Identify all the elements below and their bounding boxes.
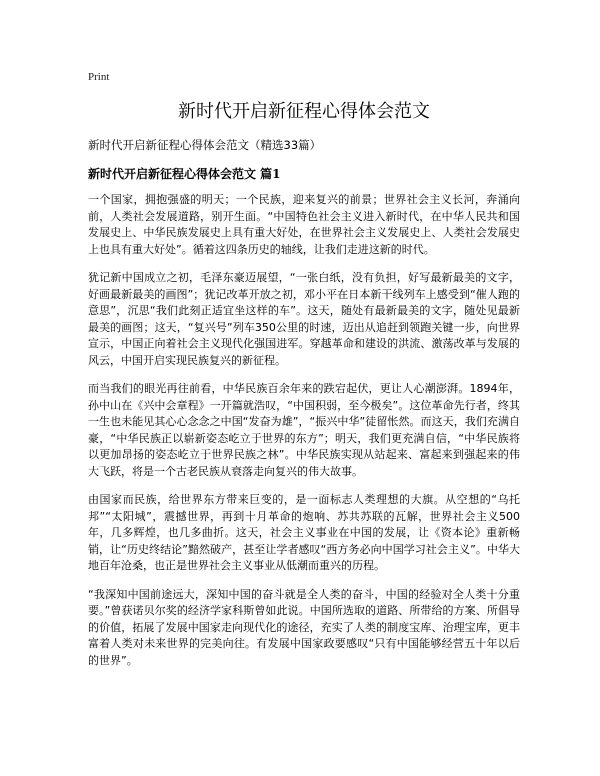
document-title: 新时代开启新征程心得体会范文: [178, 101, 430, 122]
paragraph: 由国家而民族，给世界东方带来巨变的，是一面标志人类理想的大旗。从空想的“乌托邦”“太阳城”，震撼世界，再到十月革命的炮响、苏共苏联的瓦解，世界社会主义500年，几多辉煌，也几多曲折。这天，社会主义事业在中国的发展，让《资本论》重新畅销，让“历史终结论”黯然破产，甚至让学者感叹“西方务必向中国学习社会主义”。中华大地百年沧桑，也正是世界社会主义事业从低潮而重兴的历程。: [88, 493, 520, 572]
paragraph: 一个国家，拥抱强盛的明天；一个民族，迎来复兴的前景；世界社会主义长河，奔涌向前，人类社会发展道路，别开生面。“中国特色社会主义进入新时代，在中华人民共和国发展史上、中华民族发展史上具有重大好处，在世界社会主义发展史上、人类社会发展史上也具有重大好处”。循着这四条历史的轴线，让我们走进这新的时代。: [88, 193, 520, 256]
section-heading: 新时代开启新征程心得体会范文 篇1: [88, 167, 281, 181]
document-subtitle: 新时代开启新征程心得体会范文（精选33篇）: [88, 138, 322, 152]
document-page: [88, 70, 520, 669]
print-link[interactable]: Print: [88, 71, 110, 83]
paragraph: 犹记新中国成立之初，毛泽东豪迈展望，“一张白纸，没有负担，好写最新最美的文字，好画最新最美的画图”；犹记改革开放之初，邓小平在日本新干线列车上感受到“催人跑的意思”，沉思“我们此刻正适宜坐这样的车”。这天，随处有最新最美的文字，随处见最新最美的画图；这天，“复兴号”列车350公里的时速，迈出从追赶到领跑关键一步，向世界宣示，中国正向着社会主义现代化强国进军。穿越革命和建设的洪流、激荡改革与发展的风云，中国开启实现民族复兴的新征程。: [88, 271, 520, 367]
paragraph: 而当我们的眼光再往前看，中华民族百余年来的跌宕起伏，更让人心潮澎湃。1894年，孙中山在《兴中会章程》一开篇就浩叹，“中国积弱，至今极矣”。这位革命先行者，终其一生也未能见其心心念念之中国“发奋为雄”，“振兴中华”徒留怅然。而这天，我们充满自豪，“中华民族正以崭新姿态屹立于世界的东方”；明天，我们更充满自信，“中华民族将以更加昂扬的姿态屹立于世界民族之林”。中华民族实现从站起来、富起来到强起来的伟大飞跃，将是一个古老民族从衰落走向复兴的伟大故事。: [88, 382, 520, 478]
paragraph: “我深知中国前途远大，深知中国的奋斗就是全人类的奋斗，中国的经验对全人类十分重要。”曾获诺贝尔奖的经济学家科斯曾如此说。中国所选取的道路、所带给的方案、所倡导的价值，拓展了发展中国家走向现代化的途径，充实了人类的制度宝库、治理宝库，更丰富着人类对未来世界的完美向往。有发展中国家政要感叹“只有中国能够经营五十年以后的世界”。: [88, 587, 520, 667]
